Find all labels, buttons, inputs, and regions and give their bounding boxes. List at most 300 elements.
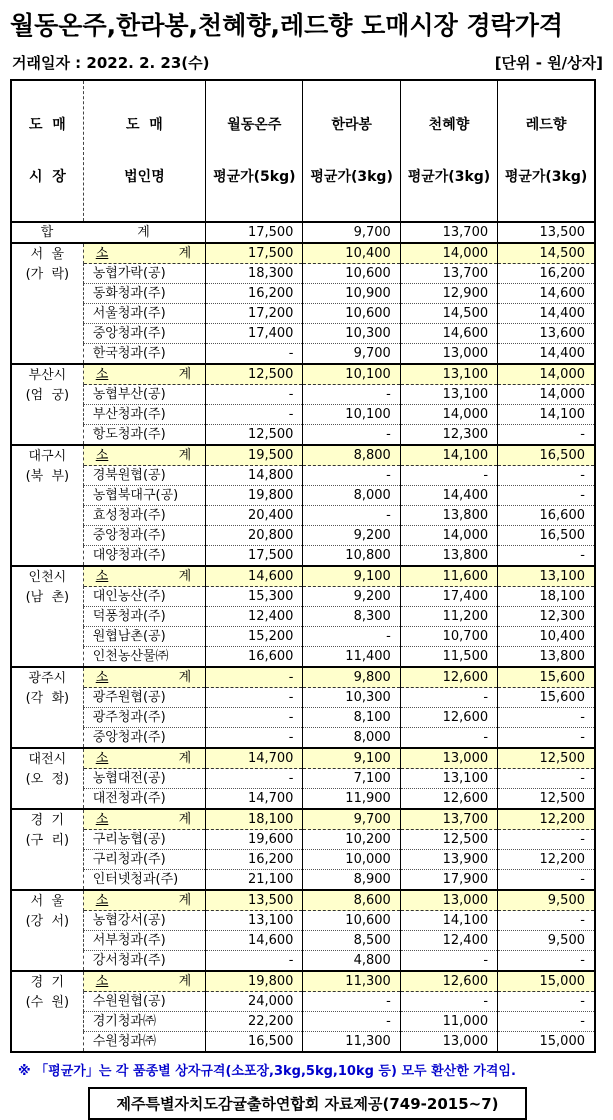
market-cell bbox=[11, 667, 83, 748]
market-name: 경 기 bbox=[30, 975, 65, 990]
value-cell: - bbox=[206, 385, 303, 405]
header-col-subtitle: 평균가(3kg) bbox=[407, 169, 491, 185]
value-cell: 9,200 bbox=[303, 587, 400, 607]
subtotal-row bbox=[11, 445, 595, 466]
value-cell: 12,400 bbox=[206, 607, 303, 627]
header-col-subtitle: 평균가(5kg) bbox=[213, 169, 296, 185]
value-cell: - bbox=[303, 506, 400, 526]
corp-name-cell: 경기청과㈜ bbox=[83, 1012, 205, 1032]
value-cell: 13,100 bbox=[400, 385, 497, 405]
price-table bbox=[10, 79, 596, 1053]
market-cell bbox=[11, 566, 83, 667]
value-cell: 8,300 bbox=[303, 607, 400, 627]
value-cell: - bbox=[206, 667, 303, 688]
value-cell: 11,500 bbox=[400, 647, 497, 668]
corp-name-cell: 서부청과(주) bbox=[83, 931, 205, 951]
market-branch: (오 정) bbox=[25, 772, 70, 787]
corp-name-cell: 동화청과(주) bbox=[83, 284, 205, 304]
subtotal-label-1: 소 bbox=[95, 670, 109, 685]
subtotal-label-2: 계 bbox=[178, 367, 192, 382]
value-cell: - bbox=[498, 425, 595, 446]
value-cell: 14,000 bbox=[498, 385, 595, 405]
company-row bbox=[11, 526, 595, 546]
value-cell: 17,400 bbox=[400, 587, 497, 607]
value-cell: 13,500 bbox=[206, 890, 303, 911]
subtotal-label-2: 계 bbox=[178, 246, 192, 261]
value-cell: 13,000 bbox=[400, 890, 497, 911]
corp-name-cell: 중앙청과(주) bbox=[83, 728, 205, 749]
value-cell: 11,200 bbox=[400, 607, 497, 627]
company-row bbox=[11, 647, 595, 668]
subtotal-label-cell bbox=[83, 445, 205, 466]
subtotal-label bbox=[93, 244, 205, 263]
subheader bbox=[12, 52, 603, 73]
value-cell: 12,500 bbox=[498, 748, 595, 769]
grand-total-label-cell bbox=[11, 222, 206, 243]
value-cell: 12,500 bbox=[498, 789, 595, 810]
subtotal-row bbox=[11, 809, 595, 830]
company-row bbox=[11, 486, 595, 506]
subtotal-label-cell bbox=[83, 748, 205, 769]
value-cell: - bbox=[498, 466, 595, 486]
value-cell: - bbox=[498, 769, 595, 789]
corp-name-cell: 구리농협(공) bbox=[83, 830, 205, 850]
value-cell: 16,600 bbox=[498, 506, 595, 526]
value-cell: 13,600 bbox=[498, 324, 595, 344]
subtotal-label-cell bbox=[83, 971, 205, 992]
market-branch: (수 원) bbox=[25, 995, 70, 1010]
subtotal-label-cell bbox=[83, 809, 205, 830]
market-name: 대전시 bbox=[28, 752, 67, 767]
value-cell: 14,700 bbox=[206, 789, 303, 810]
value-cell: - bbox=[498, 870, 595, 891]
subtotal-label bbox=[93, 972, 205, 991]
market-cell bbox=[11, 243, 83, 364]
value-cell: 14,100 bbox=[498, 405, 595, 425]
company-row bbox=[11, 607, 595, 627]
value-cell: 22,200 bbox=[206, 1012, 303, 1032]
table-body bbox=[11, 222, 595, 1052]
value-cell: 14,700 bbox=[206, 748, 303, 769]
value-cell: 10,600 bbox=[303, 264, 400, 284]
corp-name-cell: 대양청과(주) bbox=[83, 546, 205, 567]
company-row bbox=[11, 1032, 595, 1053]
corp-name-cell: 농협대전(공) bbox=[83, 769, 205, 789]
value-cell: 10,300 bbox=[303, 688, 400, 708]
corp-name-cell: 한국청과(주) bbox=[83, 344, 205, 365]
corp-name-cell: 부산청과(주) bbox=[83, 405, 205, 425]
value-cell: 13,100 bbox=[498, 566, 595, 587]
company-row bbox=[11, 284, 595, 304]
subtotal-label bbox=[93, 567, 205, 586]
subtotal-label-2: 계 bbox=[178, 569, 192, 584]
company-row bbox=[11, 830, 595, 850]
value-cell: 17,900 bbox=[400, 870, 497, 891]
value-cell: 12,500 bbox=[206, 364, 303, 385]
subtotal-label-2: 계 bbox=[178, 670, 192, 685]
header-woldong-onju bbox=[206, 80, 303, 222]
subtotal-row bbox=[11, 364, 595, 385]
value-cell: 18,100 bbox=[206, 809, 303, 830]
value-cell: 13,000 bbox=[400, 344, 497, 365]
subtotal-row bbox=[11, 890, 595, 911]
company-row bbox=[11, 405, 595, 425]
market-branch: (구 리) bbox=[25, 833, 70, 848]
subtotal-label-1: 소 bbox=[95, 893, 109, 908]
value-cell: 10,300 bbox=[303, 324, 400, 344]
value-cell: 17,500 bbox=[206, 243, 303, 264]
value-cell: 9,700 bbox=[303, 344, 400, 365]
header-market-line1: 도 매 bbox=[28, 117, 66, 133]
subtotal-label-1: 소 bbox=[95, 448, 109, 463]
value-cell: 12,200 bbox=[498, 809, 595, 830]
value-cell: 9,100 bbox=[303, 566, 400, 587]
company-row bbox=[11, 506, 595, 526]
company-row bbox=[11, 870, 595, 891]
value-cell: 9,200 bbox=[303, 526, 400, 546]
subtotal-label-1: 소 bbox=[95, 246, 109, 261]
value-cell: 11,000 bbox=[400, 1012, 497, 1032]
value-cell: 14,000 bbox=[400, 405, 497, 425]
subtotal-label-2: 계 bbox=[178, 974, 192, 989]
value-cell: - bbox=[303, 425, 400, 446]
value-cell: - bbox=[303, 992, 400, 1012]
value-cell: 14,000 bbox=[498, 364, 595, 385]
value-cell: 16,500 bbox=[206, 1032, 303, 1053]
value-cell: 13,700 bbox=[400, 809, 497, 830]
corp-name-cell: 수원청과㈜ bbox=[83, 1032, 205, 1053]
value-cell: - bbox=[498, 708, 595, 728]
value-cell: 7,100 bbox=[303, 769, 400, 789]
value-cell: 17,200 bbox=[206, 304, 303, 324]
company-row bbox=[11, 951, 595, 972]
header-corp-line2: 법인명 bbox=[124, 169, 165, 185]
value-cell: 16,200 bbox=[206, 284, 303, 304]
corp-name-cell: 농협북대구(공) bbox=[83, 486, 205, 506]
grand-total-value: 17,500 bbox=[206, 222, 303, 243]
value-cell: - bbox=[498, 546, 595, 567]
corp-name-cell: 항도청과(주) bbox=[83, 425, 205, 446]
value-cell: 15,300 bbox=[206, 587, 303, 607]
grand-total-value: 13,500 bbox=[498, 222, 595, 243]
header-redhyang bbox=[498, 80, 595, 222]
corp-name-cell: 강서청과(주) bbox=[83, 951, 205, 972]
value-cell: 16,200 bbox=[498, 264, 595, 284]
value-cell: 13,800 bbox=[498, 647, 595, 668]
value-cell: - bbox=[303, 466, 400, 486]
market-cell bbox=[11, 971, 83, 1052]
value-cell: 8,000 bbox=[303, 486, 400, 506]
value-cell: 14,600 bbox=[206, 931, 303, 951]
value-cell: 21,100 bbox=[206, 870, 303, 891]
value-cell: - bbox=[206, 708, 303, 728]
subtotal-row bbox=[11, 243, 595, 264]
subtotal-label-cell bbox=[83, 566, 205, 587]
subtotal-label-cell bbox=[83, 667, 205, 688]
value-cell: 15,000 bbox=[498, 971, 595, 992]
value-cell: - bbox=[498, 911, 595, 931]
value-cell: 20,800 bbox=[206, 526, 303, 546]
value-cell: 8,600 bbox=[303, 890, 400, 911]
value-cell: 14,600 bbox=[498, 284, 595, 304]
value-cell: 10,100 bbox=[303, 364, 400, 385]
value-cell: - bbox=[400, 951, 497, 972]
subtotal-row bbox=[11, 566, 595, 587]
value-cell: - bbox=[498, 830, 595, 850]
value-cell: - bbox=[206, 405, 303, 425]
value-cell: 14,800 bbox=[206, 466, 303, 486]
page-title: 월동온주,한라봉,천혜향,레드향 도매시장 경락가격 bbox=[10, 11, 564, 40]
value-cell: - bbox=[206, 951, 303, 972]
value-cell: 11,300 bbox=[303, 971, 400, 992]
value-cell: 8,500 bbox=[303, 931, 400, 951]
value-cell: 14,000 bbox=[400, 243, 497, 264]
value-cell: 8,800 bbox=[303, 445, 400, 466]
value-cell: 11,300 bbox=[303, 1032, 400, 1053]
corp-name-cell: 대인농산(주) bbox=[83, 587, 205, 607]
value-cell: 17,500 bbox=[206, 546, 303, 567]
corp-name-cell: 서울청과(주) bbox=[83, 304, 205, 324]
value-cell: 14,400 bbox=[498, 344, 595, 365]
source-box-wrap bbox=[10, 1087, 605, 1120]
footnote: ※ 「평균가」는 각 품종별 상자규격(소포장,3kg,5kg,10kg 등) 모두 환산한 가격임. bbox=[18, 1064, 516, 1079]
subtotal-label-cell bbox=[83, 890, 205, 911]
value-cell: 13,800 bbox=[400, 506, 497, 526]
value-cell: 19,800 bbox=[206, 971, 303, 992]
value-cell: 12,500 bbox=[206, 425, 303, 446]
value-cell: 12,300 bbox=[498, 607, 595, 627]
company-row bbox=[11, 1012, 595, 1032]
value-cell: 11,400 bbox=[303, 647, 400, 668]
market-branch: (강 서) bbox=[25, 914, 70, 929]
value-cell: 13,000 bbox=[400, 748, 497, 769]
value-cell: - bbox=[498, 728, 595, 749]
value-cell: 18,300 bbox=[206, 264, 303, 284]
value-cell: 13,800 bbox=[400, 546, 497, 567]
header-col-title: 레드향 bbox=[525, 117, 567, 133]
value-cell: - bbox=[400, 992, 497, 1012]
company-row bbox=[11, 385, 595, 405]
corp-name-cell: 구리청과(주) bbox=[83, 850, 205, 870]
market-name: 대구시 bbox=[28, 449, 67, 464]
header-market-line2: 시 장 bbox=[28, 169, 66, 185]
market-name: 부산시 bbox=[28, 368, 67, 383]
grand-total-label bbox=[12, 223, 205, 242]
value-cell: 14,500 bbox=[498, 243, 595, 264]
value-cell: 10,600 bbox=[303, 911, 400, 931]
subtotal-label bbox=[93, 810, 205, 829]
subtotal-label bbox=[93, 365, 205, 384]
subtotal-label-1: 소 bbox=[95, 974, 109, 989]
value-cell: 14,100 bbox=[400, 445, 497, 466]
value-cell: 18,100 bbox=[498, 587, 595, 607]
grand-total-value: 9,700 bbox=[303, 222, 400, 243]
value-cell: 10,900 bbox=[303, 284, 400, 304]
market-name: 서 울 bbox=[30, 894, 65, 909]
market-cell bbox=[11, 445, 83, 566]
market-branch: (남 촌) bbox=[25, 590, 70, 605]
value-cell: 15,600 bbox=[498, 667, 595, 688]
company-row bbox=[11, 728, 595, 749]
subtotal-label bbox=[93, 891, 205, 910]
market-cell bbox=[11, 809, 83, 890]
company-row bbox=[11, 264, 595, 284]
value-cell: 13,700 bbox=[400, 264, 497, 284]
value-cell: 16,200 bbox=[206, 850, 303, 870]
header-col-title: 월동온주 bbox=[227, 117, 282, 133]
value-cell: 15,200 bbox=[206, 627, 303, 647]
corp-name-cell: 농협강서(공) bbox=[83, 911, 205, 931]
company-row bbox=[11, 546, 595, 567]
subtotal-label-2: 계 bbox=[178, 448, 192, 463]
value-cell: - bbox=[498, 486, 595, 506]
value-cell: 4,800 bbox=[303, 951, 400, 972]
header-corp bbox=[83, 80, 205, 222]
market-branch: (각 화) bbox=[25, 691, 70, 706]
value-cell: 10,200 bbox=[303, 830, 400, 850]
value-cell: - bbox=[303, 385, 400, 405]
value-cell: - bbox=[206, 769, 303, 789]
corp-name-cell: 중앙청과(주) bbox=[83, 324, 205, 344]
header-col-title: 한라봉 bbox=[331, 117, 372, 133]
company-row bbox=[11, 304, 595, 324]
value-cell: 14,400 bbox=[400, 486, 497, 506]
value-cell: 24,000 bbox=[206, 992, 303, 1012]
value-cell: - bbox=[303, 1012, 400, 1032]
company-row bbox=[11, 587, 595, 607]
subtotal-label-2: 계 bbox=[178, 812, 192, 827]
value-cell: 13,100 bbox=[400, 769, 497, 789]
corp-name-cell: 중앙청과(주) bbox=[83, 526, 205, 546]
value-cell: 16,600 bbox=[206, 647, 303, 668]
value-cell: 16,500 bbox=[498, 445, 595, 466]
value-cell: 12,500 bbox=[400, 830, 497, 850]
value-cell: 11,900 bbox=[303, 789, 400, 810]
value-cell: 8,900 bbox=[303, 870, 400, 891]
value-cell: 12,200 bbox=[498, 850, 595, 870]
value-cell: - bbox=[206, 728, 303, 749]
value-cell: 12,600 bbox=[400, 789, 497, 810]
value-cell: - bbox=[498, 992, 595, 1012]
value-cell: 13,000 bbox=[400, 1032, 497, 1053]
value-cell: 10,400 bbox=[303, 243, 400, 264]
value-cell: 13,100 bbox=[400, 364, 497, 385]
subtotal-label-2: 계 bbox=[178, 893, 192, 908]
value-cell: 15,600 bbox=[498, 688, 595, 708]
grand-total-label-2: 계 bbox=[137, 225, 150, 240]
corp-name-cell: 효성청과(주) bbox=[83, 506, 205, 526]
corp-name-cell: 인터넷청과(주) bbox=[83, 870, 205, 891]
corp-name-cell: 경북원협(공) bbox=[83, 466, 205, 486]
corp-name-cell: 수원원협(공) bbox=[83, 992, 205, 1012]
header-col-subtitle: 평균가(3kg) bbox=[504, 169, 588, 185]
header-col-title: 천혜향 bbox=[428, 117, 470, 133]
value-cell: 16,500 bbox=[498, 526, 595, 546]
value-cell: - bbox=[498, 951, 595, 972]
value-cell: 17,400 bbox=[206, 324, 303, 344]
company-row bbox=[11, 627, 595, 647]
subtotal-label bbox=[93, 749, 205, 768]
subtotal-row bbox=[11, 971, 595, 992]
value-cell: 12,300 bbox=[400, 425, 497, 446]
value-cell: 8,100 bbox=[303, 708, 400, 728]
value-cell: 9,500 bbox=[498, 890, 595, 911]
value-cell: 8,000 bbox=[303, 728, 400, 749]
value-cell: 9,100 bbox=[303, 748, 400, 769]
market-cell bbox=[11, 364, 83, 445]
value-cell: 10,800 bbox=[303, 546, 400, 567]
value-cell: 12,400 bbox=[400, 931, 497, 951]
grand-total-row bbox=[11, 222, 595, 243]
value-cell: - bbox=[400, 466, 497, 486]
company-row bbox=[11, 911, 595, 931]
value-cell: 15,000 bbox=[498, 1032, 595, 1053]
market-name: 경 기 bbox=[30, 813, 65, 828]
company-row bbox=[11, 688, 595, 708]
header-corp-line1: 도 매 bbox=[126, 117, 163, 133]
value-cell: 14,500 bbox=[400, 304, 497, 324]
value-cell: 14,000 bbox=[400, 526, 497, 546]
company-row bbox=[11, 769, 595, 789]
corp-name-cell: 덕풍청과(주) bbox=[83, 607, 205, 627]
subtotal-label-cell bbox=[83, 364, 205, 385]
corp-name-cell: 농협가락(공) bbox=[83, 264, 205, 284]
company-row bbox=[11, 931, 595, 951]
subtotal-row bbox=[11, 748, 595, 769]
value-cell: 12,900 bbox=[400, 284, 497, 304]
value-cell: 10,100 bbox=[303, 405, 400, 425]
value-cell: 12,600 bbox=[400, 971, 497, 992]
header-market bbox=[11, 80, 83, 222]
value-cell: 14,600 bbox=[206, 566, 303, 587]
grand-total-value: 13,700 bbox=[400, 222, 497, 243]
value-cell: 9,500 bbox=[498, 931, 595, 951]
value-cell: 13,900 bbox=[400, 850, 497, 870]
corp-name-cell: 광주원협(공) bbox=[83, 688, 205, 708]
company-row bbox=[11, 992, 595, 1012]
company-row bbox=[11, 850, 595, 870]
company-row bbox=[11, 466, 595, 486]
market-branch: (북 부) bbox=[25, 469, 70, 484]
table-header bbox=[11, 80, 595, 222]
market-branch: (가 락) bbox=[25, 267, 70, 282]
corp-name-cell: 대전청과(주) bbox=[83, 789, 205, 810]
value-cell: 19,800 bbox=[206, 486, 303, 506]
company-row bbox=[11, 789, 595, 810]
value-cell: 9,700 bbox=[303, 809, 400, 830]
subtotal-label-1: 소 bbox=[95, 751, 109, 766]
value-cell: - bbox=[303, 627, 400, 647]
header-row bbox=[11, 80, 595, 222]
value-cell: - bbox=[206, 688, 303, 708]
market-cell bbox=[11, 890, 83, 971]
unit-label: [단위 - 원/상자] bbox=[494, 54, 603, 72]
trade-date-label: 거래일자 : 2022. 2. 23(수) bbox=[12, 54, 210, 72]
value-cell: 14,600 bbox=[400, 324, 497, 344]
subtotal-row bbox=[11, 667, 595, 688]
company-row bbox=[11, 708, 595, 728]
subtotal-label-1: 소 bbox=[95, 569, 109, 584]
company-row bbox=[11, 425, 595, 446]
value-cell: 10,600 bbox=[303, 304, 400, 324]
market-name: 광주시 bbox=[28, 671, 67, 686]
market-name: 인천시 bbox=[28, 570, 67, 585]
value-cell: 11,600 bbox=[400, 566, 497, 587]
subtotal-label-cell bbox=[83, 243, 205, 264]
corp-name-cell: 원협남촌(공) bbox=[83, 627, 205, 647]
value-cell: 20,400 bbox=[206, 506, 303, 526]
company-row bbox=[11, 344, 595, 365]
